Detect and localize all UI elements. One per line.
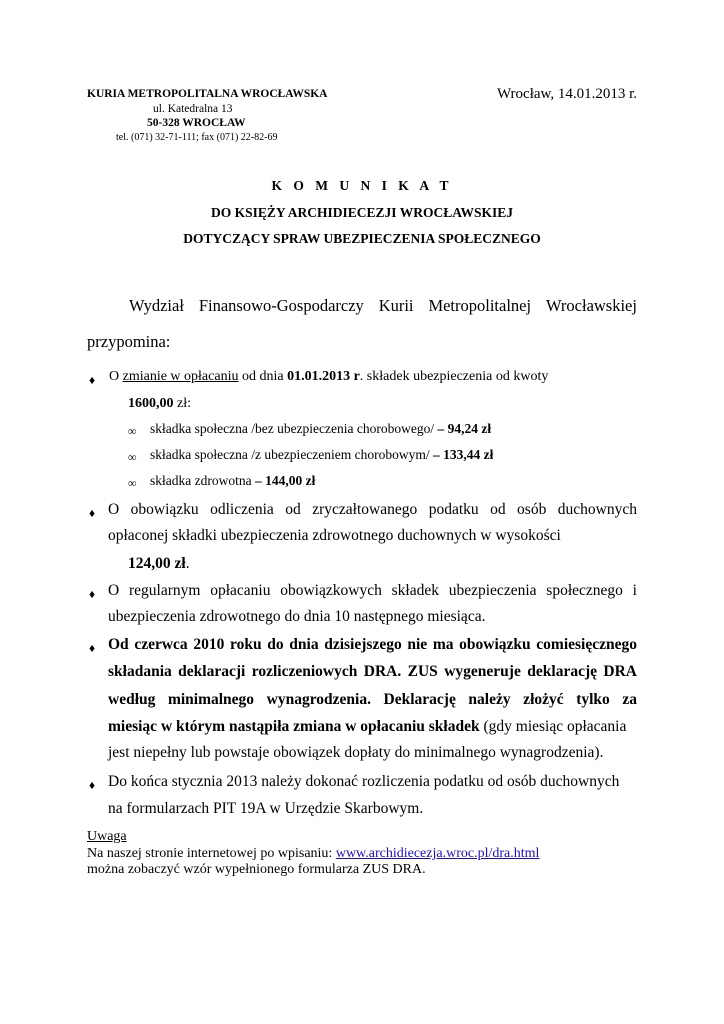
item-4-line-2: składania deklaracji rozliczeniowych DRA. ZUS wygeneruje deklarację DRA (108, 663, 637, 680)
intro-line-2: przypomina: (87, 332, 171, 351)
item-1-amount-line (128, 396, 191, 412)
item-3-line-2: ubezpieczenia zdrowotnego do dnia 10 następnego miesiąca. (108, 608, 486, 625)
item-2-amount-line (128, 555, 190, 573)
infinity-icon: ∞ (128, 476, 137, 490)
intro-word: Finansowo-Gospodarczy (198, 296, 364, 315)
intro-word: Wydział (129, 296, 184, 315)
item-3-line-1: O regularnym opłacaniu obowiązkowych składek ubezpieczenia społecznego i (108, 582, 637, 599)
intro-line-1 (87, 296, 637, 316)
intro-word: Metropolitalnej (428, 296, 532, 315)
bullet-icon: ♦ (89, 587, 96, 601)
item-4-line-3: według minimalnego wynagrodzenia. Deklarację należy złożyć tylko za (108, 691, 637, 708)
organization-contact: tel. (071) 32-71-111; fax (071) 22-82-69 (116, 132, 278, 143)
organization-city: 50-328 WROCŁAW (147, 117, 246, 129)
item-4-line-5: jest niepełny lub powstaje obowiązek dopłaty do minimalnego wynagrodzenia). (108, 744, 604, 761)
item-2-amount-suffix: . (185, 555, 190, 572)
sub-amount: – 144,00 zł (254, 473, 316, 488)
note-line-1 (87, 846, 539, 862)
infinity-icon: ∞ (128, 450, 137, 464)
dra-link[interactable]: www.archidiecezja.wroc.pl/dra.html (335, 846, 540, 861)
item-4-line-4-bold: miesiąc w którym nastąpiła zmiana w opłacaniu składek (108, 718, 480, 735)
item-1-sub-3 (150, 473, 315, 489)
note-line-1-text: Na naszej stronie internetowej po wpisaniu: (87, 846, 336, 861)
bullet-icon: ♦ (89, 641, 96, 655)
intro-word: Kurii (378, 296, 414, 315)
sub-amount: – 133,44 zł (433, 447, 494, 462)
item-2-amount: 124,00 zł (128, 555, 186, 572)
item-4-line-4 (108, 718, 626, 736)
item-5-line-2: na formularzach PIT 19A w Urzędzie Skarbowym. (108, 800, 424, 817)
item-4-line-1: Od czerwca 2010 roku do dnia dzisiejszego nie ma obowiązku comiesięcznego (108, 636, 637, 653)
document-title: K O M U N I K A T (271, 178, 453, 193)
item-1-underlined: zmianie w opłacaniu (122, 369, 239, 384)
bullet-icon: ♦ (89, 373, 96, 387)
item-1-post: . składek ubezpieczenia od kwoty (359, 369, 549, 384)
item-1-mid: od dnia (238, 369, 288, 384)
item-2-line-2: opłaconej składki ubezpieczenia zdrowotnego duchownych w wysokości (108, 527, 561, 544)
organization-street: ul. Katedralna 13 (153, 103, 233, 115)
intro-word: Wrocławskiej (546, 296, 637, 315)
sub-text: składka zdrowotna (150, 473, 255, 488)
note-line-2: można zobaczyć wzór wypełnionego formularza ZUS DRA. (87, 862, 426, 877)
item-1-sub-1 (150, 421, 491, 437)
sub-text: składka społeczna /bez ubezpieczenia chorobowego/ (150, 421, 438, 436)
bullet-icon: ♦ (89, 506, 96, 520)
sub-text: składka społeczna /z ubezpieczeniem chorobowym/ (150, 447, 434, 462)
infinity-icon: ∞ (128, 424, 137, 438)
item-1-amount: 1600,00 (128, 396, 174, 411)
item-1-amount-suffix: zł: (173, 396, 191, 411)
organization-name: KURIA METROPOLITALNA WROCŁAWSKA (87, 88, 328, 100)
item-5-line-1: Do końca stycznia 2013 należy dokonać rozliczenia podatku od osób duchownych (108, 773, 620, 790)
document-subtitle-2: DOTYCZĄCY SPRAW UBEZPIECZENIA SPOŁECZNEGO (183, 231, 541, 246)
note-heading: Uwaga (87, 829, 127, 844)
sub-amount: – 94,24 zł (437, 421, 492, 436)
item-1-line-1 (109, 369, 548, 385)
item-2-line-1: O obowiązku odliczenia od zryczałtowanego podatku od osób duchownych (108, 501, 637, 518)
item-1-date: 01.01.2013 r (287, 369, 360, 384)
bullet-icon: ♦ (89, 778, 96, 792)
item-1-sub-2 (150, 447, 493, 463)
document-subtitle-1: DO KSIĘŻY ARCHIDIECEZJI WROCŁAWSKIEJ (211, 205, 513, 220)
item-1-pre: O (109, 369, 123, 384)
document-date: Wrocław, 14.01.2013 r. (497, 86, 638, 102)
item-4-line-4-rest: (gdy miesiąc opłacania (479, 718, 627, 735)
